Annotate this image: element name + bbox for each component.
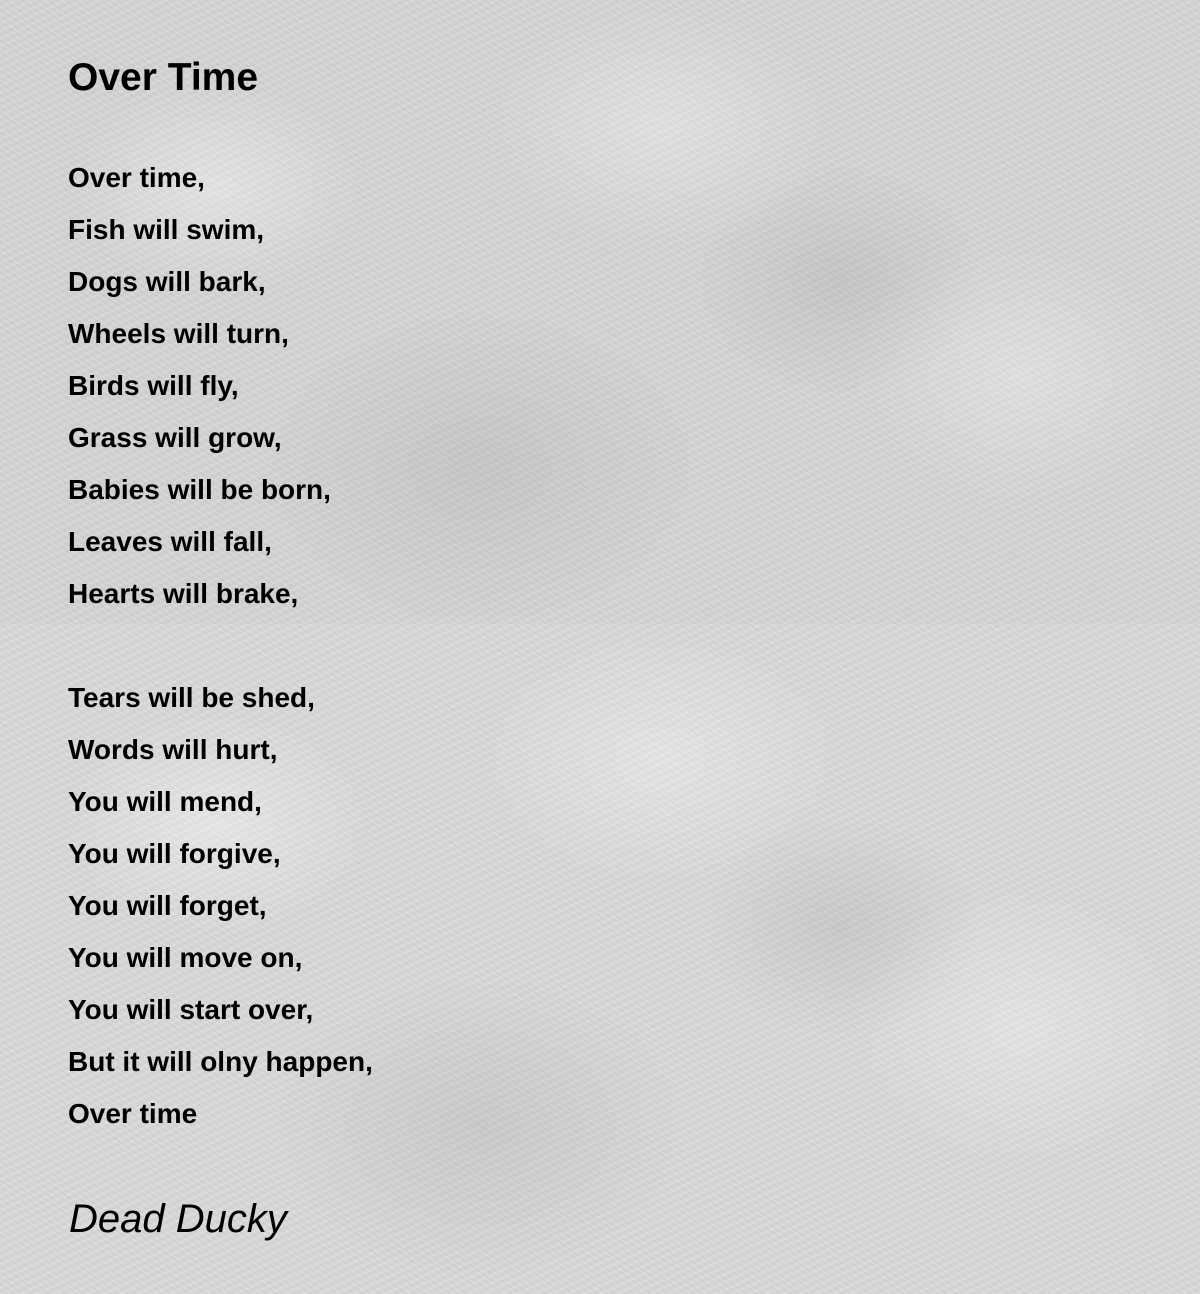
- poem-line: You will mend,: [68, 786, 262, 817]
- poem-line: You will forgive,: [68, 838, 281, 869]
- poem-line: Fish will swim,: [68, 214, 265, 245]
- poem-line: Birds will fly,: [68, 370, 239, 401]
- poem-line: Tears will be shed,: [68, 682, 315, 713]
- poem-line: But it will olny happen,: [68, 1046, 373, 1077]
- poem-line: Over time,: [68, 162, 205, 193]
- poem-line: Hearts will brake,: [68, 578, 299, 609]
- poem-line: Grass will grow,: [68, 422, 282, 453]
- stanza-1: [68, 152, 331, 620]
- poem-line: You will forget,: [68, 890, 267, 921]
- poem-line: Over time: [68, 1098, 198, 1129]
- poem-line: Dogs will bark,: [68, 266, 266, 297]
- poem-line: Babies will be born,: [68, 474, 331, 505]
- stanza-2: [68, 672, 373, 1140]
- poem-line: Words will hurt,: [68, 734, 278, 765]
- poem-author: Dead Ducky: [69, 1197, 287, 1241]
- poem-line: You will move on,: [68, 942, 303, 973]
- poem-line: Wheels will turn,: [68, 318, 289, 349]
- poem-line: Leaves will fall,: [68, 526, 272, 557]
- poem-line: You will start over,: [68, 994, 314, 1025]
- poem-title: Over Time: [68, 56, 259, 99]
